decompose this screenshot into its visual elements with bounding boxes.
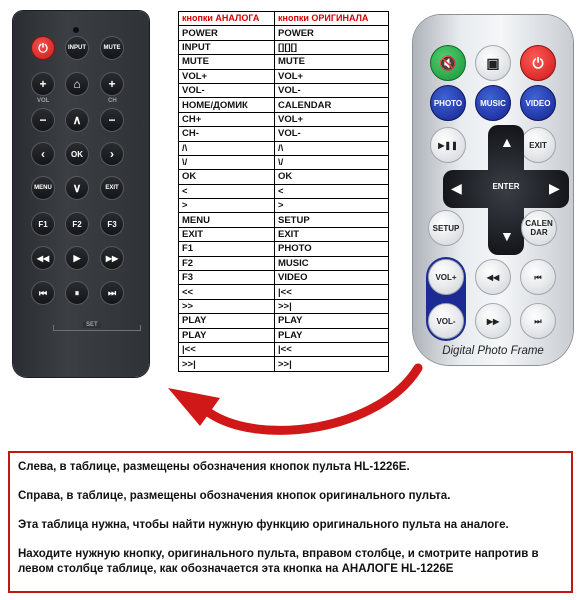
table-row <box>179 26 389 40</box>
orig-play-pause-button[interactable] <box>430 127 466 163</box>
play-icon: ▶ <box>73 252 81 263</box>
header-analog: кнопки АНАЛОГА <box>179 12 275 26</box>
analog-cell: /\ <box>179 141 275 155</box>
orig-setup-button[interactable]: SETUP <box>428 210 464 246</box>
original-cell: VOL- <box>275 83 389 97</box>
original-cell: OK <box>275 170 389 184</box>
direction-arrow <box>150 360 430 460</box>
fast-forward-icon: ▶▶ <box>105 253 119 263</box>
original-cell: PHOTO <box>275 242 389 256</box>
picture-icon: ▣ <box>486 54 500 71</box>
original-cell: POWER <box>275 26 389 40</box>
analog-cell: > <box>179 199 275 213</box>
original-cell: /\ <box>275 141 389 155</box>
analog-cell: \/ <box>179 155 275 169</box>
analog-remote <box>13 11 149 377</box>
orig-exit-button[interactable]: EXIT <box>520 127 556 163</box>
analog-up-button[interactable] <box>65 108 89 132</box>
original-cell: VOL- <box>275 127 389 141</box>
table-row <box>179 199 389 213</box>
analog-cell: CH- <box>179 127 275 141</box>
original-cell: \/ <box>275 155 389 169</box>
skip-forward-icon: ⏭ <box>534 316 542 326</box>
brand-label: Digital Photo Frame <box>442 345 544 357</box>
analog-f2-button[interactable]: F2 <box>65 212 89 236</box>
original-cell: >>| <box>275 299 389 313</box>
original-remote <box>413 15 573 365</box>
table-row <box>179 242 389 256</box>
table-row <box>179 141 389 155</box>
table-row <box>179 40 389 54</box>
skip-back-icon: ⏮ <box>38 287 48 298</box>
dpad-left-button[interactable]: ◀ <box>451 180 462 196</box>
info-line-1: Слева, в таблице, размещены обозначения кнопок пульта HL-1226E. <box>18 461 410 473</box>
analog-cell: < <box>179 184 275 198</box>
original-cell: PLAY <box>275 314 389 328</box>
table-row <box>179 314 389 328</box>
analog-cell: MUTE <box>179 55 275 69</box>
orig-vol-minus-button[interactable]: VOL- <box>428 303 464 339</box>
analog-cell: PLAY <box>179 328 275 342</box>
info-line-2: Справа, в таблице, размещены обозначения кнопок оригинального пульта. <box>18 490 451 502</box>
analog-cell: F1 <box>179 242 275 256</box>
speaker-mute-icon: 🔇 <box>439 54 457 71</box>
original-cell: VOL+ <box>275 69 389 83</box>
orig-video-button[interactable]: VIDEO <box>520 85 556 121</box>
table-row <box>179 69 389 83</box>
analog-cell: CH+ <box>179 112 275 126</box>
original-cell: < <box>275 184 389 198</box>
analog-prev-button[interactable] <box>31 281 55 305</box>
ir-sensor <box>73 27 79 33</box>
original-cell: |<< <box>275 285 389 299</box>
analog-cell: POWER <box>179 26 275 40</box>
analog-exit-button[interactable]: EXIT <box>100 176 124 200</box>
orig-next-button[interactable] <box>520 303 556 339</box>
analog-ok-button[interactable]: OK <box>65 142 89 166</box>
analog-ch-plus-button[interactable]: + <box>100 72 124 96</box>
play-pause-icon: ▶❚❚ <box>438 140 458 150</box>
table-row <box>179 155 389 169</box>
orig-calendar-button[interactable]: CALEN DAR <box>521 210 557 246</box>
skip-forward-icon: ⏭ <box>107 287 117 298</box>
analog-pause-button[interactable] <box>65 281 89 305</box>
table-row <box>179 98 389 112</box>
analog-cell: OK <box>179 170 275 184</box>
analog-ch-minus-button[interactable]: − <box>100 108 124 132</box>
analog-cell: HOME/ДОМИК <box>179 98 275 112</box>
table-row <box>179 213 389 227</box>
rewind-icon: ◀◀ <box>486 272 500 282</box>
table-row <box>179 328 389 342</box>
chevron-up-icon: ∧ <box>72 113 82 127</box>
table-row <box>179 256 389 270</box>
info-line-4: Находите нужную кнопку, оригинального пульта, вправом столбце, и смотрите напротив в левом столбце таблице, как обозначается эта кнопка на АНАЛОГЕ HL-1226E <box>18 548 539 575</box>
table-row <box>179 285 389 299</box>
original-cell: MUSIC <box>275 256 389 270</box>
arrow-head <box>168 388 220 426</box>
table-row <box>179 83 389 97</box>
original-cell: MUTE <box>275 55 389 69</box>
power-icon: ⏻ <box>532 54 544 71</box>
ch-label: CH <box>108 98 117 104</box>
analog-vol-plus-button[interactable]: + <box>31 72 55 96</box>
orig-prev-button[interactable] <box>520 259 556 295</box>
analog-home-button[interactable] <box>65 72 89 96</box>
chevron-left-icon: ‹ <box>41 147 45 161</box>
analog-right-button[interactable] <box>100 142 124 166</box>
original-cell: |<< <box>275 342 389 356</box>
table-row <box>179 112 389 126</box>
analog-down-button[interactable] <box>65 176 89 200</box>
analog-play-button[interactable] <box>65 246 89 270</box>
original-cell: SETUP <box>275 213 389 227</box>
home-icon: ⌂ <box>73 77 81 91</box>
orig-rewind-button[interactable] <box>475 259 511 295</box>
chevron-right-icon: › <box>110 147 114 161</box>
rewind-icon: ◀◀ <box>36 253 50 263</box>
original-cell: VOL+ <box>275 112 389 126</box>
analog-cell: >> <box>179 299 275 313</box>
table-row <box>179 227 389 241</box>
button-mapping-table <box>178 11 389 372</box>
table-row <box>179 299 389 313</box>
dpad-up-button[interactable]: ▲ <box>500 134 514 150</box>
info-line-3: Эта таблица нужна, чтобы найти нужную функцию оригинального пульта на аналоге. <box>18 519 509 531</box>
analog-input-button[interactable]: INPUT <box>65 36 89 60</box>
orig-power-button[interactable] <box>520 45 556 81</box>
analog-mute-button[interactable]: MUTE <box>100 36 124 60</box>
original-cell: VIDEO <box>275 271 389 285</box>
dpad-down-button[interactable]: ▼ <box>500 228 514 244</box>
orig-forward-button[interactable] <box>475 303 511 339</box>
pause-icon: ⏸ <box>74 287 80 298</box>
chevron-down-icon: ∨ <box>72 181 82 195</box>
table-row <box>179 170 389 184</box>
analog-cell: |<< <box>179 342 275 356</box>
analog-rewind-button[interactable] <box>31 246 55 270</box>
mapping-table <box>178 11 389 372</box>
analog-cell: VOL- <box>179 83 275 97</box>
original-cell: CALENDAR <box>275 98 389 112</box>
original-cell: > <box>275 199 389 213</box>
analog-left-button[interactable] <box>31 142 55 166</box>
fast-forward-icon: ▶▶ <box>486 316 500 326</box>
original-cell: >>| <box>275 357 389 371</box>
analog-f1-button[interactable]: F1 <box>31 212 55 236</box>
analog-next-button[interactable] <box>100 281 124 305</box>
info-box <box>8 451 573 593</box>
table-row <box>179 342 389 356</box>
vol-label: VOL <box>37 98 50 104</box>
volume-rocker <box>426 257 466 341</box>
header-original: кнопки ОРИГИНАЛА <box>275 12 389 26</box>
original-cell: PLAY <box>275 328 389 342</box>
orig-music-button[interactable]: MUSIC <box>475 85 511 121</box>
arrow-shaft <box>208 368 418 430</box>
analog-menu-button[interactable]: MENU <box>31 176 55 200</box>
dpad-enter-button[interactable]: ENTER <box>492 182 520 191</box>
analog-cell: EXIT <box>179 227 275 241</box>
analog-f3-button[interactable]: F3 <box>100 212 124 236</box>
analog-cell: F3 <box>179 271 275 285</box>
analog-cell: F2 <box>179 256 275 270</box>
original-cell: EXIT <box>275 227 389 241</box>
analog-cell: INPUT <box>179 40 275 54</box>
orig-vol-plus-button[interactable]: VOL+ <box>428 259 464 295</box>
table-row <box>179 271 389 285</box>
skip-back-icon: ⏮ <box>534 272 542 282</box>
analog-cell: VOL+ <box>179 69 275 83</box>
dpad-right-button[interactable]: ▶ <box>549 180 560 196</box>
table-header-row <box>179 12 389 26</box>
table-row <box>179 184 389 198</box>
analog-cell: >>| <box>179 357 275 371</box>
original-cell: [][][] <box>275 40 389 54</box>
table-row <box>179 127 389 141</box>
analog-vol-minus-button[interactable]: − <box>31 108 55 132</box>
set-label: SET <box>83 322 101 328</box>
analog-forward-button[interactable] <box>100 246 124 270</box>
analog-cell: << <box>179 285 275 299</box>
orig-photo-icon-button[interactable] <box>475 45 511 81</box>
orig-photo-button[interactable]: PHOTO <box>430 85 466 121</box>
table-row <box>179 55 389 69</box>
analog-power-button[interactable]: ⏻ <box>31 36 55 60</box>
orig-mute-button[interactable] <box>430 45 466 81</box>
analog-cell: MENU <box>179 213 275 227</box>
analog-cell: PLAY <box>179 314 275 328</box>
